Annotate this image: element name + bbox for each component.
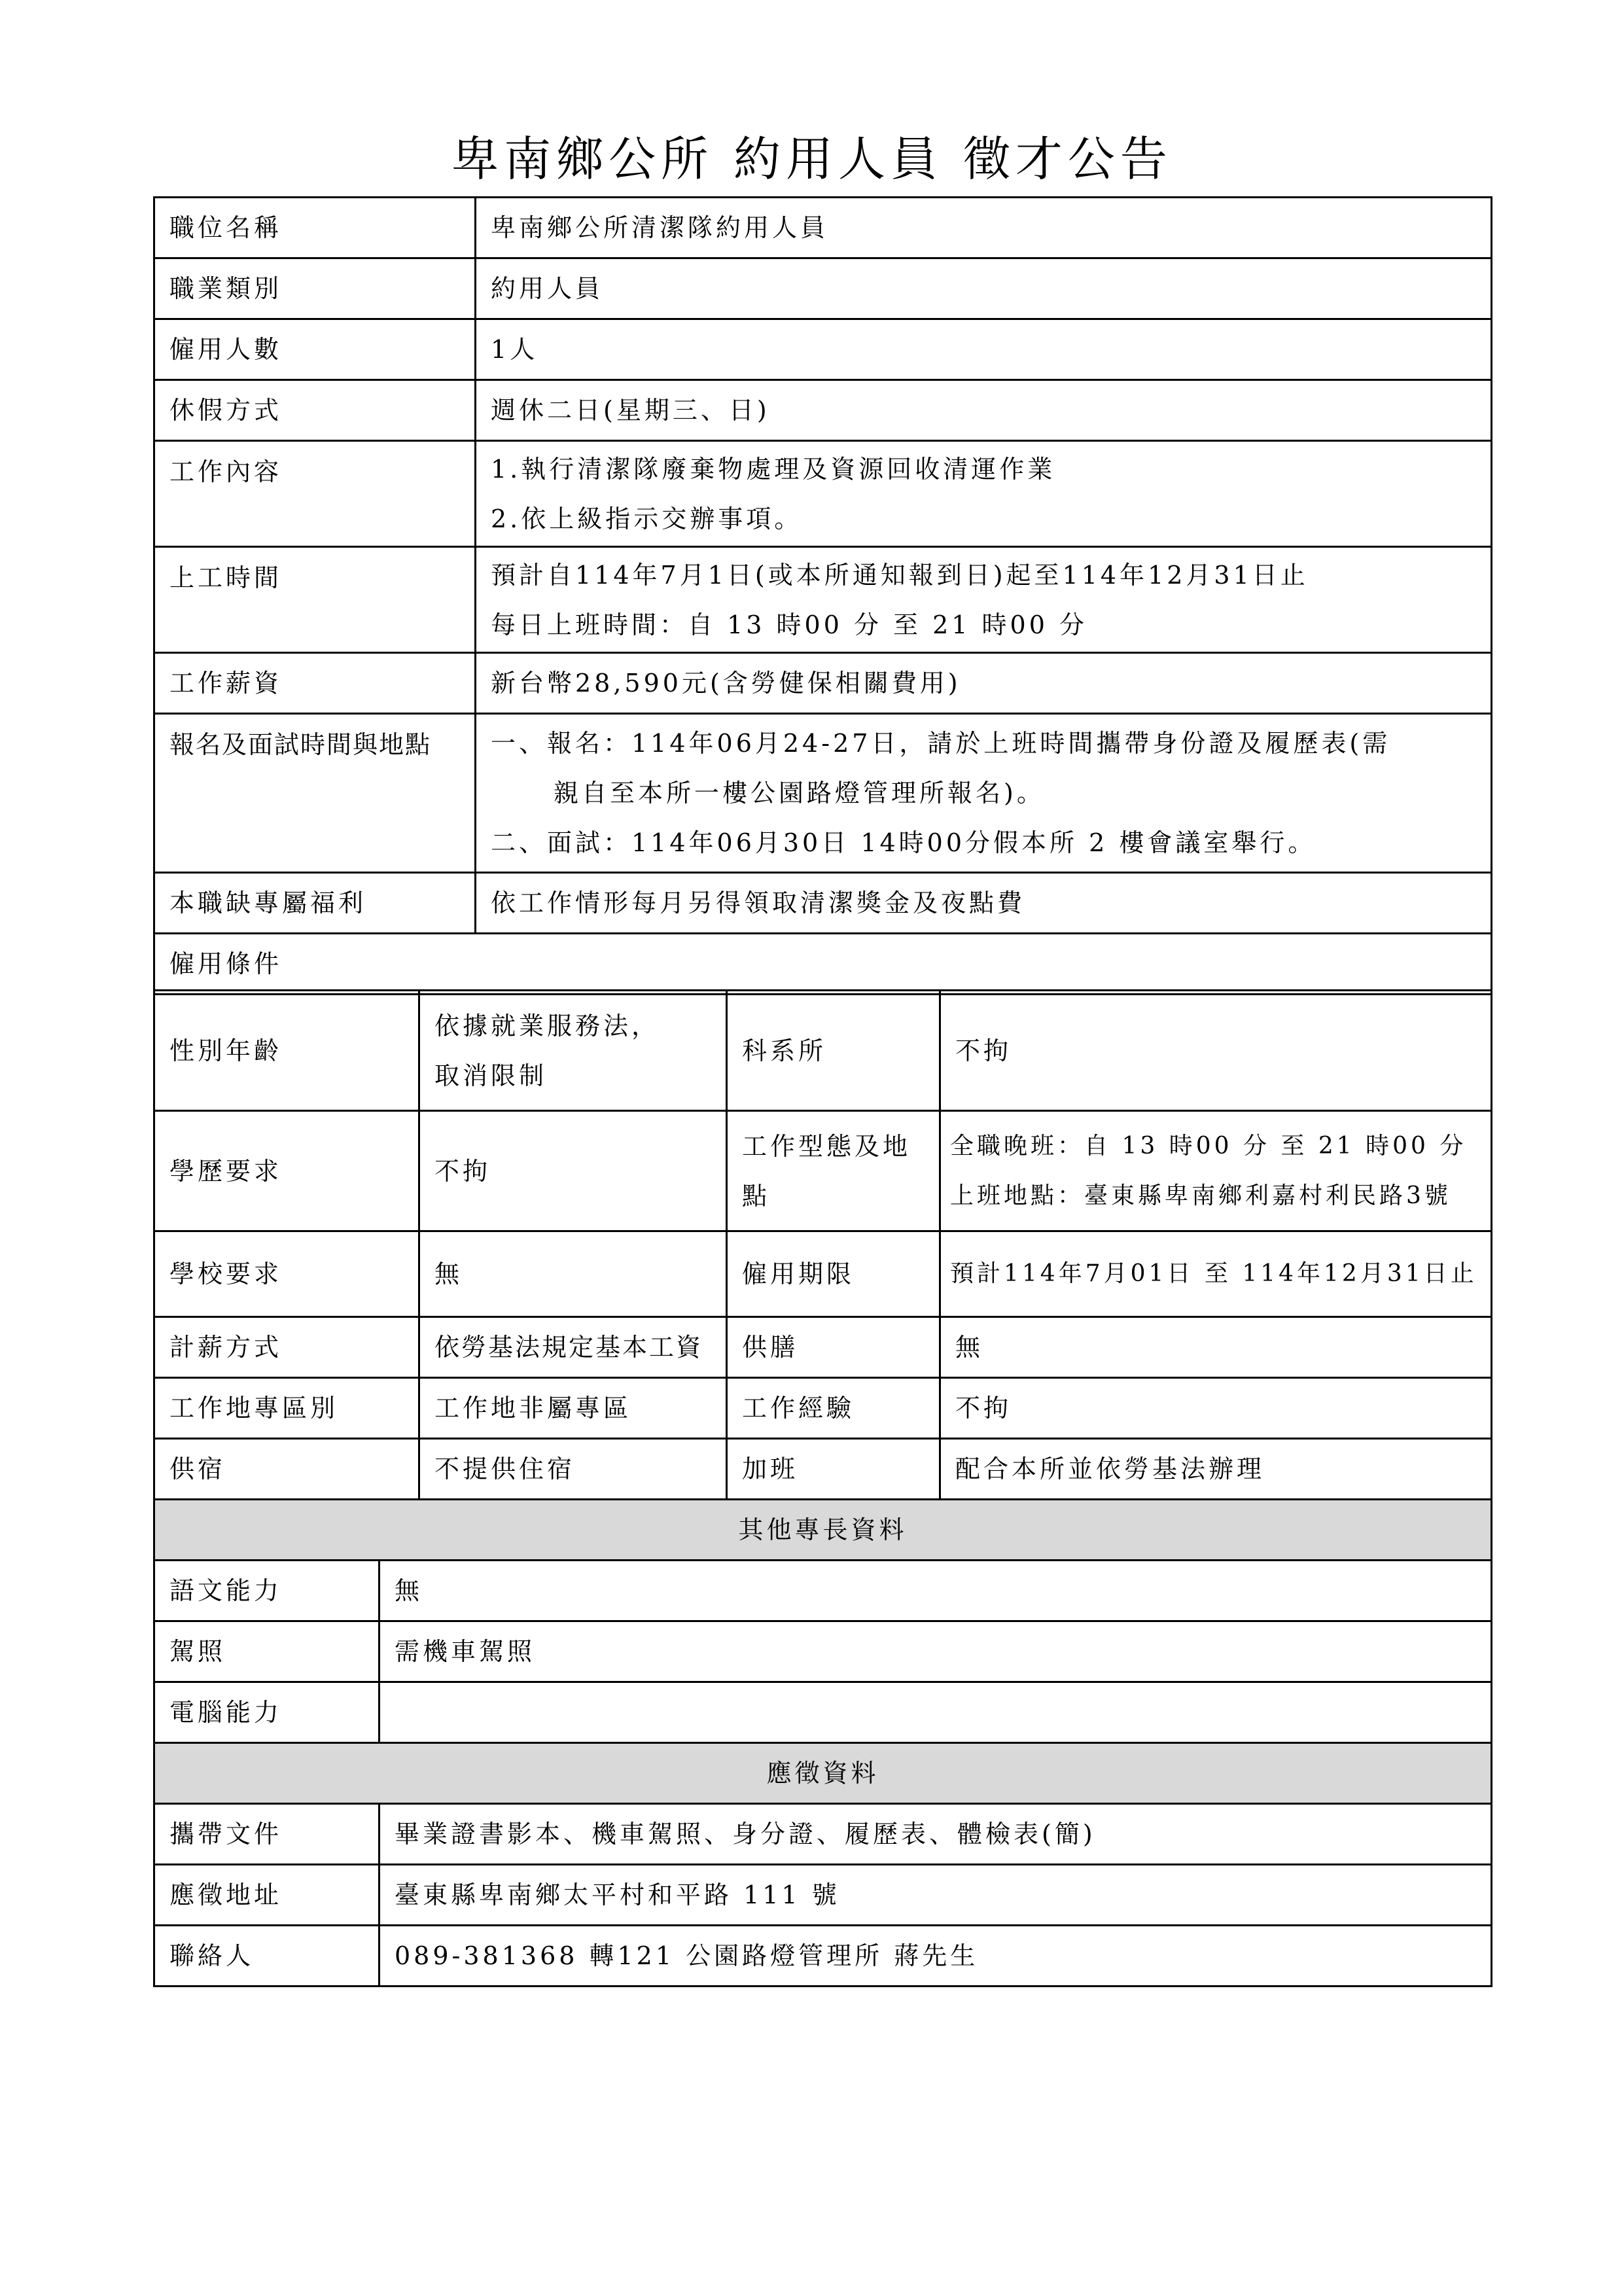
school-value: 無 bbox=[419, 1231, 727, 1317]
computer-value bbox=[380, 1682, 1492, 1743]
zone-value: 工作地非屬專區 bbox=[419, 1378, 727, 1439]
table-row bbox=[154, 258, 1492, 319]
job-info-table bbox=[153, 196, 1492, 995]
license-label: 駕照 bbox=[154, 1621, 380, 1682]
table-row bbox=[154, 653, 1492, 714]
leave-label: 休假方式 bbox=[154, 380, 476, 441]
pay-method-value: 依勞基法規定基本工資 bbox=[419, 1317, 727, 1378]
lodging-label: 供宿 bbox=[154, 1439, 419, 1500]
table-row bbox=[154, 1804, 1492, 1865]
conditions-table bbox=[153, 989, 1492, 1500]
table-row bbox=[154, 714, 1492, 873]
work-type-label bbox=[727, 1111, 940, 1231]
application-table bbox=[153, 1498, 1492, 1987]
lodging-value: 不提供住宿 bbox=[419, 1439, 727, 1500]
table-row bbox=[154, 1621, 1492, 1682]
language-label: 語文能力 bbox=[154, 1561, 380, 1621]
gender-age-line-2: 取消限制 bbox=[434, 1061, 548, 1090]
overtime-label: 加班 bbox=[727, 1439, 940, 1500]
education-label: 學歷要求 bbox=[154, 1111, 419, 1231]
category-value: 約用人員 bbox=[476, 258, 1492, 319]
table-row bbox=[154, 1111, 1492, 1231]
period-value: 預計114年7月01日 至 114年12月31日止 bbox=[940, 1231, 1492, 1317]
zone-label: 工作地專區別 bbox=[154, 1378, 419, 1439]
conditions-heading: 僱用條件 bbox=[154, 934, 1492, 995]
documents-value: 畢業證書影本、機車駕照、身分證、履歷表、體檢表(簡) bbox=[380, 1804, 1492, 1865]
work-type-label-line-1: 工作型態及地 bbox=[742, 1131, 911, 1161]
table-row bbox=[154, 198, 1492, 258]
table-row bbox=[154, 441, 1492, 547]
address-label: 應徵地址 bbox=[154, 1865, 380, 1926]
headcount-label: 僱用人數 bbox=[154, 319, 476, 380]
language-value: 無 bbox=[380, 1561, 1492, 1621]
duties-line-1: 1.執行清潔隊廢棄物處理及資源回收清運作業 bbox=[491, 454, 1056, 484]
work-type-line-2: 上班地點：臺東縣卑南鄉利嘉村利民路3號 bbox=[950, 1182, 1451, 1209]
position-value: 卑南鄉公所清潔隊約用人員 bbox=[476, 198, 1492, 258]
table-row bbox=[154, 1500, 1492, 1561]
pay-method-label: 計薪方式 bbox=[154, 1317, 419, 1378]
application-header: 應徵資料 bbox=[154, 1743, 1492, 1804]
contact-value: 089-381368 轉121 公園路燈管理所 蔣先生 bbox=[380, 1926, 1492, 1987]
apply-line-1: 一、報名：114年06月24-27日，請於上班時間攜帶身份證及履歷表(需 bbox=[491, 729, 1391, 758]
work-type-line-1: 全職晚班：自 13 時00 分 至 21 時00 分 bbox=[950, 1132, 1467, 1159]
duties-value bbox=[476, 441, 1492, 547]
school-label: 學校要求 bbox=[154, 1231, 419, 1317]
work-time-label: 上工時間 bbox=[154, 547, 476, 653]
position-label: 職位名稱 bbox=[154, 198, 476, 258]
table-row bbox=[154, 1865, 1492, 1926]
table-row bbox=[154, 547, 1492, 653]
table-row bbox=[154, 1561, 1492, 1621]
apply-label: 報名及面試時間與地點 bbox=[154, 714, 476, 873]
work-type-value bbox=[940, 1111, 1492, 1231]
apply-line-3: 二、面試：114年06月30日 14時00分假本所 2 樓會議室舉行。 bbox=[491, 828, 1316, 857]
leave-value: 週休二日(星期三、日) bbox=[476, 380, 1492, 441]
benefit-value: 依工作情形每月另得領取清潔獎金及夜點費 bbox=[476, 873, 1492, 934]
overtime-value: 配合本所並依勞基法辦理 bbox=[940, 1439, 1492, 1500]
table-row bbox=[154, 1926, 1492, 1987]
skills-header: 其他專長資料 bbox=[154, 1500, 1492, 1561]
page-title: 卑南鄉公所 約用人員 徵才公告 bbox=[451, 132, 1173, 186]
table-row bbox=[154, 319, 1492, 380]
table-row bbox=[154, 873, 1492, 934]
table-row bbox=[154, 934, 1492, 995]
experience-label: 工作經驗 bbox=[727, 1378, 940, 1439]
computer-label: 電腦能力 bbox=[154, 1682, 380, 1743]
headcount-value: 1人 bbox=[476, 319, 1492, 380]
table-row bbox=[154, 1682, 1492, 1743]
work-time-value bbox=[476, 547, 1492, 653]
salary-label: 工作薪資 bbox=[154, 653, 476, 714]
experience-value: 不拘 bbox=[940, 1378, 1492, 1439]
dept-value: 不拘 bbox=[940, 991, 1492, 1111]
apply-value bbox=[476, 714, 1492, 873]
table-row bbox=[154, 991, 1492, 1111]
period-label: 僱用期限 bbox=[727, 1231, 940, 1317]
work-time-line-2: 每日上班時間：自 13 時00 分 至 21 時00 分 bbox=[491, 610, 1087, 639]
apply-line-2: 親自至本所一樓公園路燈管理所報名)。 bbox=[554, 779, 1045, 807]
meals-label: 供膳 bbox=[727, 1317, 940, 1378]
gender-age-line-1: 依據就業服務法， bbox=[434, 1011, 660, 1040]
documents-label: 攜帶文件 bbox=[154, 1804, 380, 1865]
contact-label: 聯絡人 bbox=[154, 1926, 380, 1987]
license-value: 需機車駕照 bbox=[380, 1621, 1492, 1682]
address-value: 臺東縣卑南鄉太平村和平路 111 號 bbox=[380, 1865, 1492, 1926]
table-row bbox=[154, 1439, 1492, 1500]
table-row bbox=[154, 1231, 1492, 1317]
duties-label: 工作內容 bbox=[154, 441, 476, 547]
education-value: 不拘 bbox=[419, 1111, 727, 1231]
gender-age-value bbox=[419, 991, 727, 1111]
table-row bbox=[154, 1317, 1492, 1378]
table-row bbox=[154, 1743, 1492, 1804]
gender-age-label: 性別年齡 bbox=[154, 991, 419, 1111]
duties-line-2: 2.依上級指示交辦事項。 bbox=[491, 504, 803, 533]
table-row bbox=[154, 1378, 1492, 1439]
table-row bbox=[154, 380, 1492, 441]
category-label: 職業類別 bbox=[154, 258, 476, 319]
benefit-label: 本職缺專屬福利 bbox=[154, 873, 476, 934]
salary-value: 新台幣28,590元(含勞健保相關費用) bbox=[476, 653, 1492, 714]
meals-value: 無 bbox=[940, 1317, 1492, 1378]
work-time-line-1: 預計自114年7月1日(或本所通知報到日)起至114年12月31日止 bbox=[491, 560, 1309, 590]
dept-label: 科系所 bbox=[727, 991, 940, 1111]
work-type-label-line-2: 點 bbox=[742, 1181, 771, 1210]
